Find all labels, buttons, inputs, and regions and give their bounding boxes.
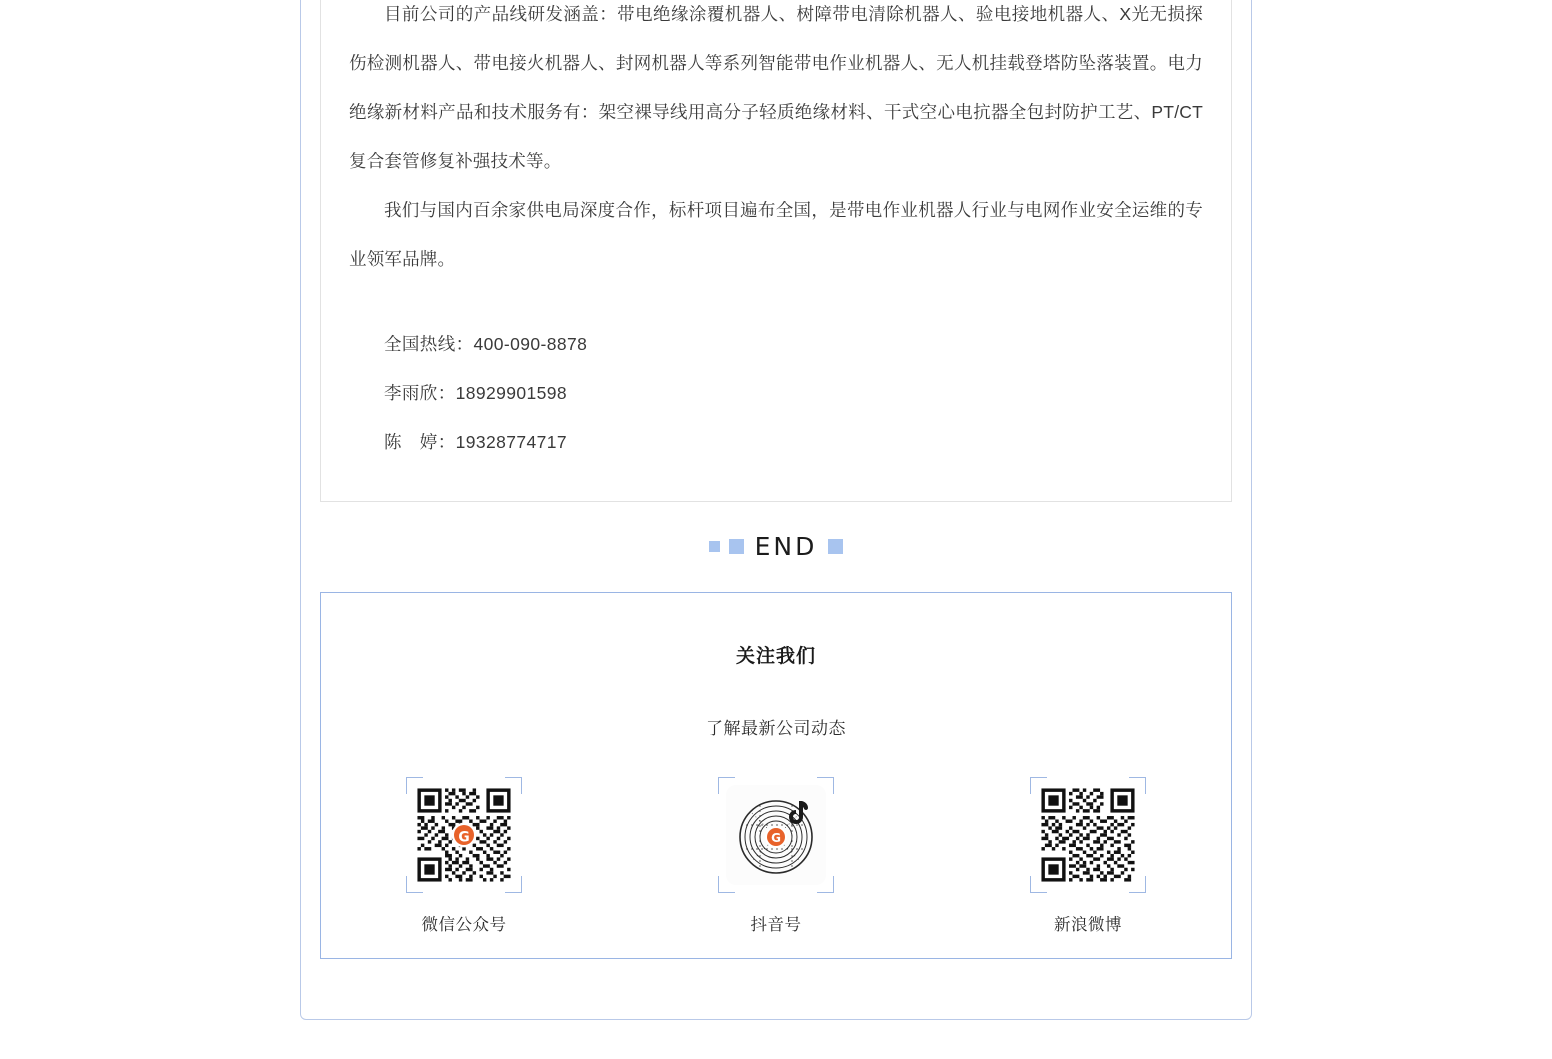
qr-frame-wechat (406, 777, 522, 893)
qr-code-weibo-icon (1038, 785, 1138, 885)
contact-hotline: 全国热线：400-090-8878 (384, 334, 588, 354)
svg-text:G: G (458, 829, 470, 846)
end-divider (320, 524, 1232, 568)
qr-code-wechat-icon (414, 785, 514, 885)
contact-person-1: 李雨欣：18929901598 (384, 383, 568, 403)
paragraph-partnership: 我们与国内百余家供电局深度合作，标杆项目遍布全国，是带电作业机器人行业与电网作业安全运维的专业领军品牌。 (349, 200, 1203, 269)
follow-us-card (320, 592, 1232, 959)
follow-us-subtitle: 了解最新公司动态 (706, 719, 846, 738)
qr-caption-weibo: 新浪微博 (1054, 916, 1122, 934)
contact-block (349, 320, 1203, 467)
qr-caption-douyin: 抖音号 (750, 916, 802, 934)
contact-person-2: 陈 婷：19328774717 (384, 432, 568, 452)
qr-item-wechat[interactable] (399, 777, 529, 935)
article-card (320, 0, 1232, 502)
qr-code-douyin-icon (726, 785, 826, 885)
decor-square-mid-icon (729, 539, 744, 554)
qr-item-weibo[interactable] (1023, 777, 1153, 935)
decor-square-small-icon (709, 541, 720, 552)
article-body (321, 0, 1231, 467)
qr-frame-douyin (718, 777, 834, 893)
qr-frame-weibo (1030, 777, 1146, 893)
qr-code-row (321, 777, 1231, 935)
svg-text:G: G (771, 831, 781, 845)
qr-item-douyin[interactable] (711, 777, 841, 935)
decor-square-right-icon (828, 539, 843, 554)
paragraph-product-lines: 目前公司的产品线研发涵盖：带电绝缘涂覆机器人、树障带电清除机器人、验电接地机器人、X光无损探伤检测机器人、带电接火机器人、封网机器人等系列智能带电作业机器人、无人机挂载登塔防坠落装置。电力绝缘新材料产品和技术服务有：架空裸导线用高分子轻质绝缘材料、干式空心电抗器全包封防护工艺、PT/CT复合套管修复补强技术等。 (349, 4, 1203, 171)
qr-caption-wechat: 微信公众号 (421, 916, 507, 934)
end-label: END (754, 531, 818, 561)
follow-us-title: 关注我们 (735, 646, 816, 667)
